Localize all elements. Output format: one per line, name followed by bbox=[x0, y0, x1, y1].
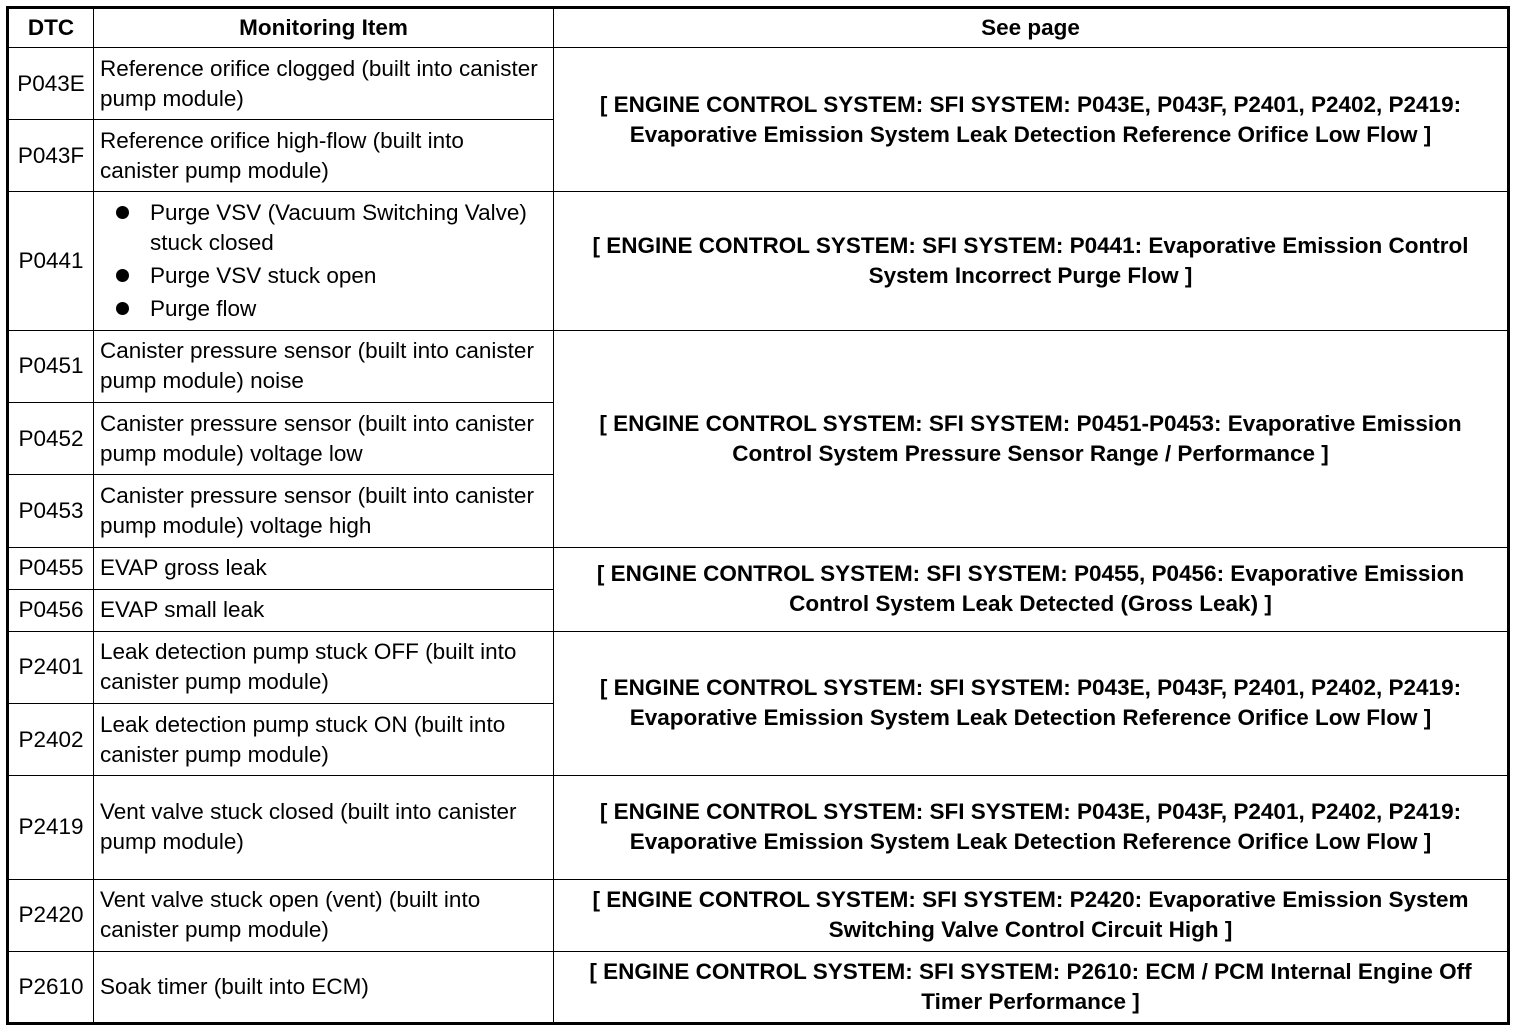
monitoring-item: EVAP small leak bbox=[94, 589, 554, 631]
monitoring-item: Leak detection pump stuck ON (built into canister pump module) bbox=[94, 703, 554, 775]
monitoring-item: Canister pressure sensor (built into canister pump module) voltage high bbox=[94, 475, 554, 547]
monitoring-item: Vent valve stuck open (vent) (built into canister pump module) bbox=[94, 879, 554, 951]
see-page-reference[interactable]: [ ENGINE CONTROL SYSTEM: SFI SYSTEM: P2420: Evaporative Emission System Switching Valve Control Circuit High ] bbox=[554, 879, 1509, 951]
table-row bbox=[8, 951, 1509, 1023]
monitoring-item: Vent valve stuck closed (built into canister pump module) bbox=[94, 776, 554, 879]
bullet-list bbox=[100, 198, 547, 324]
see-page-reference[interactable]: [ ENGINE CONTROL SYSTEM: SFI SYSTEM: P0451-P0453: Evaporative Emission Control System Pressure Sensor Range / Performance ] bbox=[554, 330, 1509, 547]
dtc-code: P2420 bbox=[8, 879, 94, 951]
bullet-text: Purge flow bbox=[150, 296, 257, 322]
table-row bbox=[8, 879, 1509, 951]
monitoring-item: Reference orifice high-flow (built into canister pump module) bbox=[94, 120, 554, 192]
dtc-code: P0441 bbox=[8, 192, 94, 330]
bullet-item bbox=[114, 294, 547, 324]
see-page-reference[interactable]: [ ENGINE CONTROL SYSTEM: SFI SYSTEM: P0441: Evaporative Emission Control System Incorrect Purge Flow ] bbox=[554, 192, 1509, 330]
see-page-reference[interactable]: [ ENGINE CONTROL SYSTEM: SFI SYSTEM: P0455, P0456: Evaporative Emission Control System Leak Detected (Gross Leak) ] bbox=[554, 547, 1509, 631]
dtc-code: P2402 bbox=[8, 703, 94, 775]
header-see-page: See page bbox=[554, 8, 1509, 48]
table-row bbox=[8, 330, 1509, 402]
dtc-code: P0451 bbox=[8, 330, 94, 402]
bullet-icon bbox=[116, 269, 129, 282]
dtc-code: P2401 bbox=[8, 631, 94, 703]
dtc-code: P0456 bbox=[8, 589, 94, 631]
table-row bbox=[8, 776, 1509, 879]
dtc-table bbox=[6, 6, 1510, 1025]
monitoring-item bbox=[94, 192, 554, 330]
dtc-code: P0453 bbox=[8, 475, 94, 547]
dtc-code: P043F bbox=[8, 120, 94, 192]
see-page-reference[interactable]: [ ENGINE CONTROL SYSTEM: SFI SYSTEM: P043E, P043F, P2401, P2402, P2419: Evaporative Emission System Leak Detection Reference Orifice Low Flow ] bbox=[554, 631, 1509, 775]
see-page-reference[interactable]: [ ENGINE CONTROL SYSTEM: SFI SYSTEM: P2610: ECM / PCM Internal Engine Off Timer Performance ] bbox=[554, 951, 1509, 1023]
table-row bbox=[8, 192, 1509, 330]
monitoring-item: Soak timer (built into ECM) bbox=[94, 951, 554, 1023]
header-monitoring-item: Monitoring Item bbox=[94, 8, 554, 48]
monitoring-item: Leak detection pump stuck OFF (built into canister pump module) bbox=[94, 631, 554, 703]
dtc-code: P0455 bbox=[8, 547, 94, 589]
dtc-code: P043E bbox=[8, 48, 94, 120]
table-row bbox=[8, 48, 1509, 120]
header-dtc: DTC bbox=[8, 8, 94, 48]
bullet-text: Purge VSV stuck open bbox=[150, 263, 377, 289]
bullet-icon bbox=[116, 206, 129, 219]
dtc-code: P0452 bbox=[8, 403, 94, 475]
header-row bbox=[8, 8, 1509, 48]
monitoring-item: Reference orifice clogged (built into canister pump module) bbox=[94, 48, 554, 120]
monitoring-item: EVAP gross leak bbox=[94, 547, 554, 589]
bullet-item bbox=[114, 198, 547, 258]
dtc-code: P2610 bbox=[8, 951, 94, 1023]
monitoring-item: Canister pressure sensor (built into canister pump module) voltage low bbox=[94, 403, 554, 475]
monitoring-item: Canister pressure sensor (built into canister pump module) noise bbox=[94, 330, 554, 402]
see-page-reference[interactable]: [ ENGINE CONTROL SYSTEM: SFI SYSTEM: P043E, P043F, P2401, P2402, P2419: Evaporative Emission System Leak Detection Reference Orifice Low Flow ] bbox=[554, 776, 1509, 879]
see-page-reference[interactable]: [ ENGINE CONTROL SYSTEM: SFI SYSTEM: P043E, P043F, P2401, P2402, P2419: Evaporative Emission System Leak Detection Reference Orifice Low Flow ] bbox=[554, 48, 1509, 192]
bullet-icon bbox=[116, 302, 129, 315]
bullet-text: Purge VSV (Vacuum Switching Valve) stuck closed bbox=[150, 200, 527, 256]
dtc-code: P2419 bbox=[8, 776, 94, 879]
table-row bbox=[8, 631, 1509, 703]
bullet-item bbox=[114, 261, 547, 291]
table-row bbox=[8, 547, 1509, 589]
